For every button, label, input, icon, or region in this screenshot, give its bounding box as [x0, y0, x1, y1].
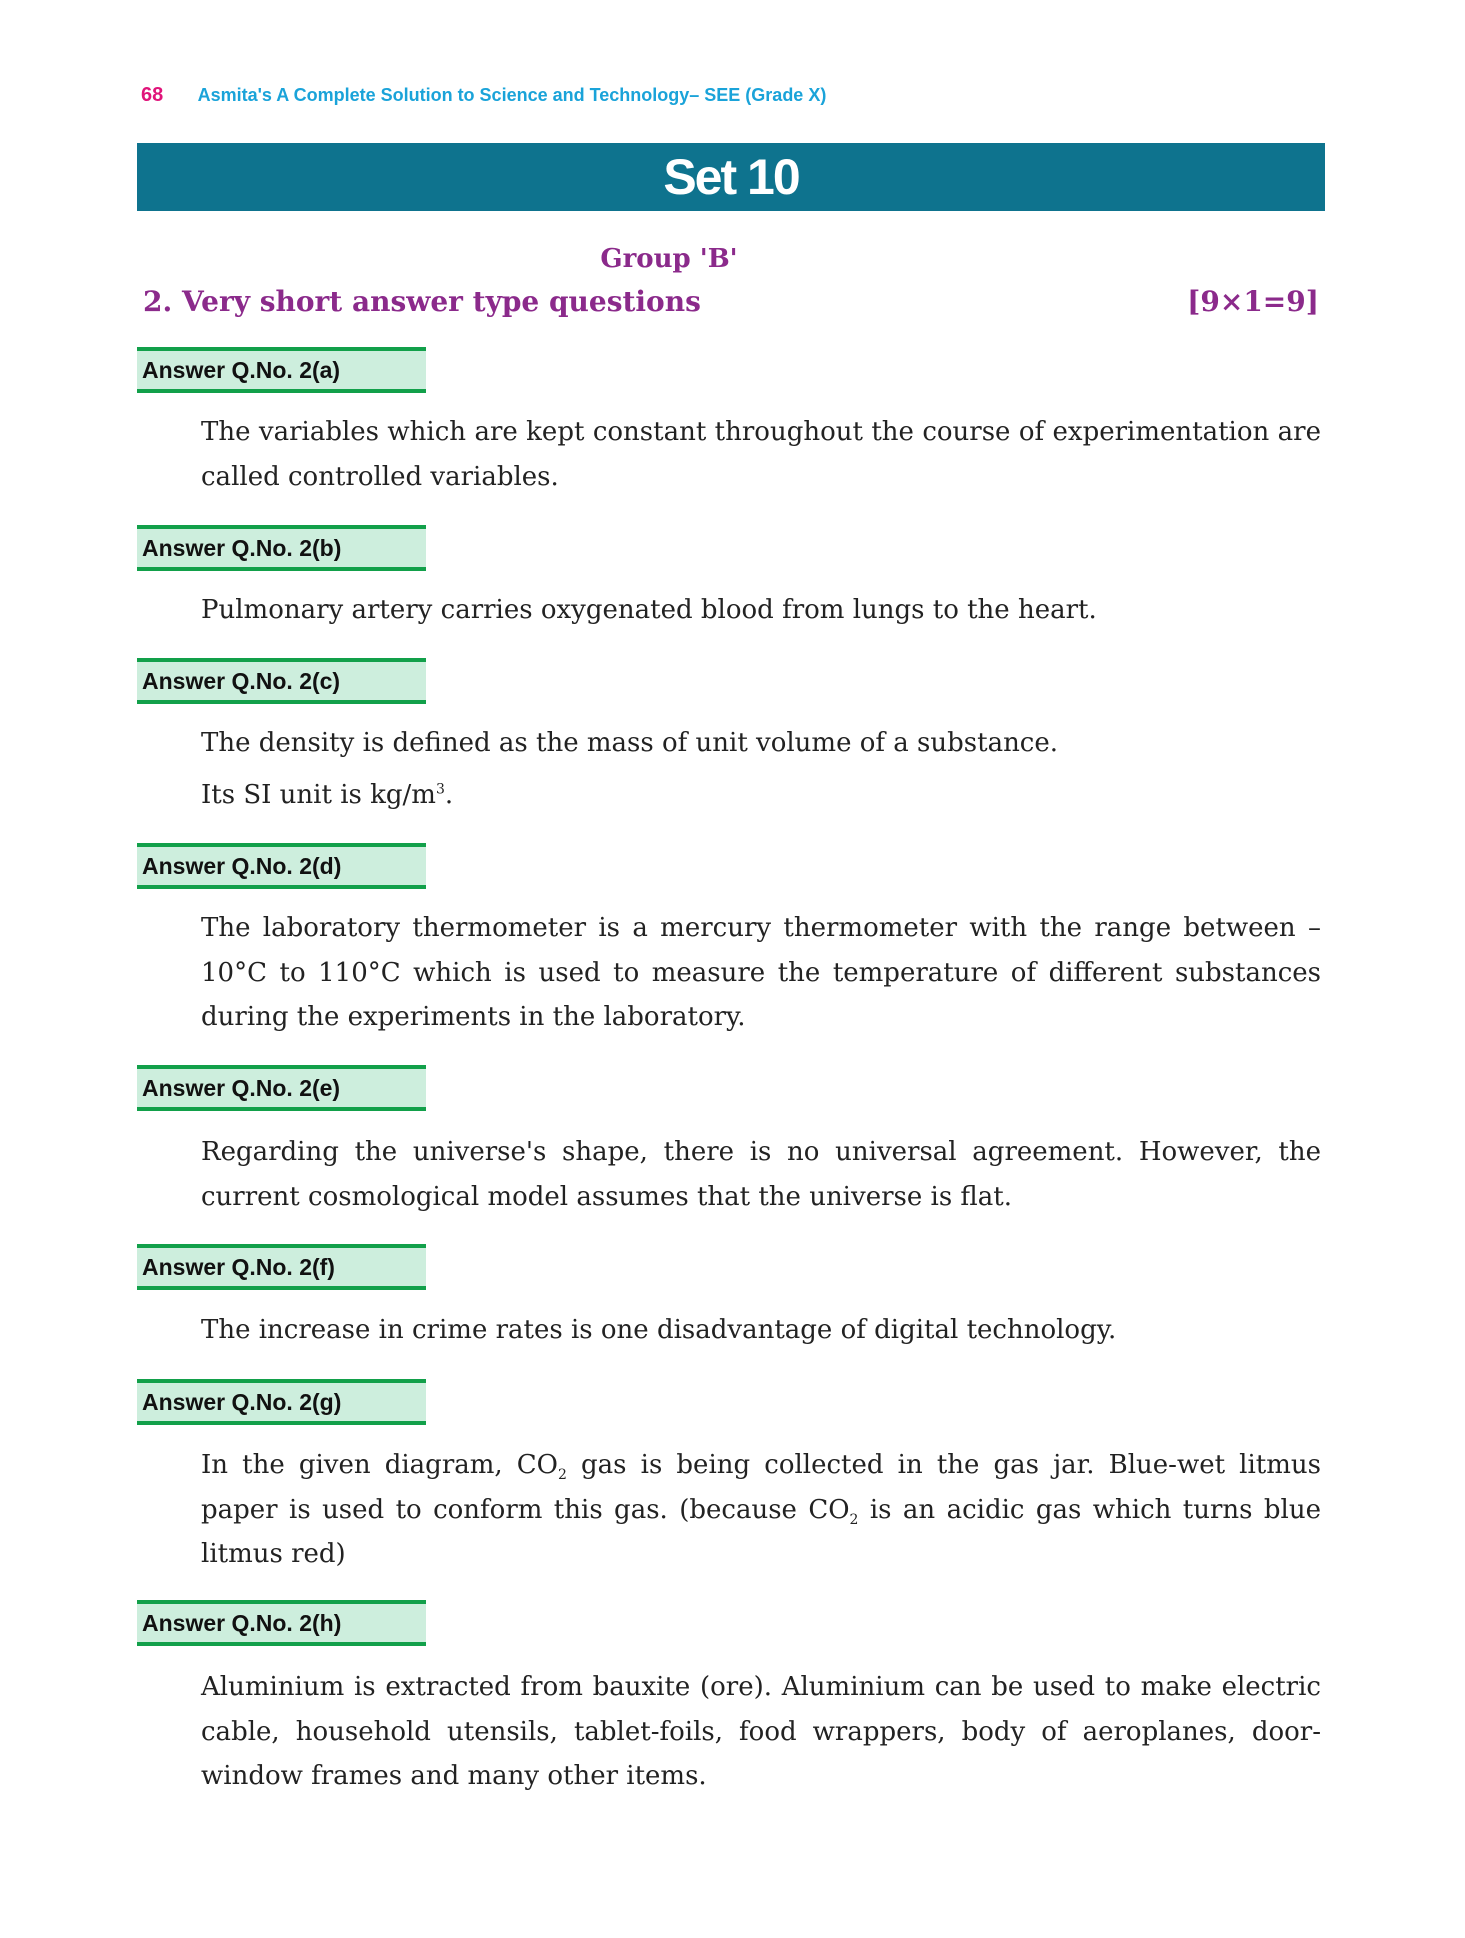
unit-suffix: .: [444, 780, 454, 810]
answer-label-2d: Answer Q.No. 2(d): [137, 843, 426, 889]
answer-text-2a: The variables which are kept constant throughout the course of experimentation are called controlled variables.: [201, 417, 1321, 492]
answer-label-2c: Answer Q.No. 2(c): [137, 658, 426, 704]
answer-text-2d: The laboratory thermometer is a mercury thermometer with the range between – 10°C to 110°C which is used to measure the temperature of different substances during the experiments in the laboratory.: [201, 913, 1321, 1032]
book-title: Asmita's A Complete Solution to Science and Technology– SEE (Grade X): [197, 85, 827, 105]
answer-label-2a: Answer Q.No. 2(a): [137, 347, 426, 393]
answer-label-2f: Answer Q.No. 2(f): [137, 1244, 426, 1290]
answer-label-2b: Answer Q.No. 2(b): [137, 525, 426, 571]
answer-text-2c-unit: [201, 773, 1321, 818]
answer-label-2h: Answer Q.No. 2(h): [137, 1600, 426, 1646]
answer-text-2c: The density is defined as the mass of unit volume of a substance.: [201, 728, 1059, 758]
unit-prefix: Its SI unit is kg/m: [201, 780, 436, 810]
text-part: In the given diagram, CO: [201, 1450, 558, 1480]
page-number: 68: [141, 84, 164, 106]
answer-label-2e: Answer Q.No. 2(e): [137, 1065, 426, 1111]
answer-text-2e: Regarding the universe's shape, there is no universal agreement. However, the current cosmological model assumes that the universe is flat.: [201, 1137, 1321, 1212]
set-banner: Set 10: [137, 143, 1325, 211]
text-part: is an acidic gas which turns blue litmus red): [201, 1494, 1321, 1569]
answer-text-2b: Pulmonary artery carries oxygenated blood from lungs to the heart.: [201, 595, 1097, 625]
group-title: Group 'B': [600, 244, 738, 274]
text-part: gas is being collected in the gas jar. Blue-wet litmus paper is used to conform this gas. (because CO: [201, 1450, 1321, 1525]
answer-text-2f: The increase in crime rates is one disadvantage of digital technology.: [201, 1315, 1117, 1345]
answer-label-2g: Answer Q.No. 2(g): [137, 1379, 426, 1425]
subscript: 2: [849, 1511, 859, 1528]
answer-text-2h: Aluminium is extracted from bauxite (ore). Aluminium can be used to make electric cable, household utensils, tablet-foils, food wrappers, body of aeroplanes, door-window frames and many other items.: [201, 1672, 1321, 1791]
question-heading: 2. Very short answer type questions: [143, 285, 701, 318]
answer-text-2g: [201, 1443, 1321, 1577]
marks-label: [9×1=9]: [1187, 285, 1319, 318]
unit-superscript: 3: [435, 781, 445, 798]
subscript: 2: [558, 1467, 567, 1484]
running-header: [141, 84, 826, 107]
